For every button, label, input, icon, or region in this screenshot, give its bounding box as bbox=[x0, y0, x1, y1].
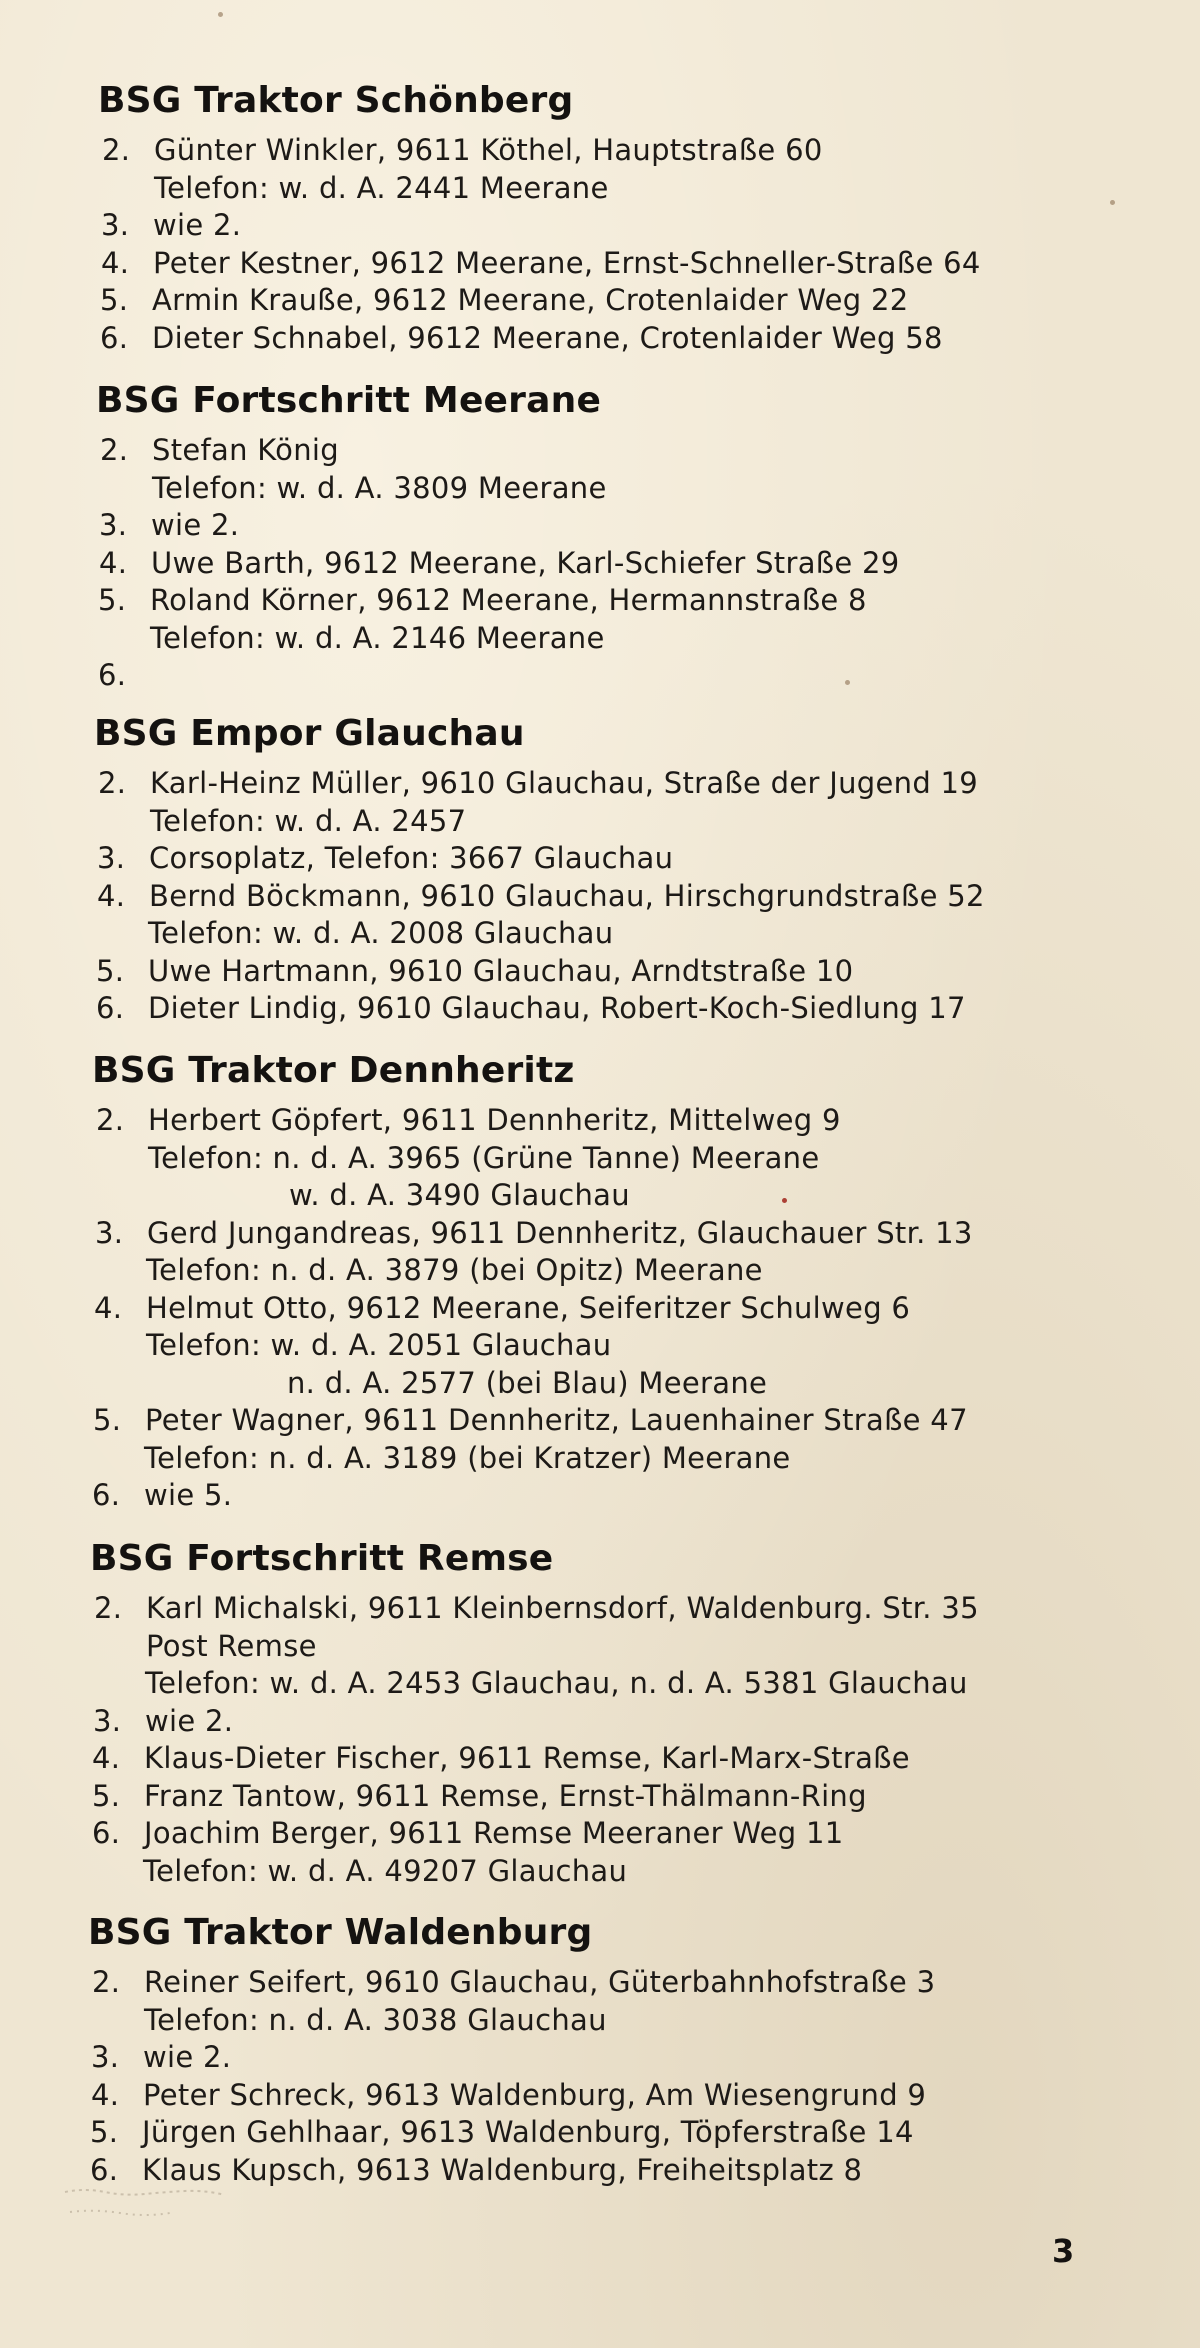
entry-number: 2. bbox=[100, 433, 129, 467]
entry-text: Armin Krauße, 9612 Meerane, Crotenlaider Weg 22 bbox=[152, 283, 909, 317]
entry-text: Uwe Barth, 9612 Meerane, Karl-Schiefer Straße 29 bbox=[151, 545, 900, 580]
entry-line bbox=[0, 1477, 1200, 1515]
entry-line bbox=[0, 620, 1200, 658]
club-entries bbox=[0, 765, 1200, 1028]
entry-number: 2. bbox=[102, 133, 131, 167]
entry-line bbox=[0, 1252, 1200, 1290]
entry-text: wie 2. bbox=[143, 2040, 232, 2074]
entry-text: wie 2. bbox=[151, 508, 240, 542]
entry-line bbox=[0, 915, 1200, 953]
paper-fleck bbox=[1110, 200, 1115, 205]
entry-text: Helmut Otto, 9612 Meerane, Seiferitzer Schulweg 6 bbox=[146, 1290, 911, 1325]
entry-number: 4. bbox=[92, 1741, 121, 1775]
entry-line bbox=[0, 1140, 1200, 1178]
entry-line bbox=[0, 470, 1200, 508]
entry-text: Bernd Böckmann, 9610 Glauchau, Hirschgrundstraße 52 bbox=[149, 878, 985, 913]
entry-line bbox=[0, 1402, 1200, 1440]
entry-number: 6. bbox=[92, 1816, 121, 1850]
entry-text: Stefan König bbox=[152, 433, 339, 467]
entry-number: 5. bbox=[90, 2115, 119, 2149]
entry-text: Telefon: w. d. A. 49207 Glauchau bbox=[143, 1853, 628, 1888]
entry-line bbox=[0, 1853, 1200, 1891]
entry-line bbox=[0, 170, 1200, 208]
club-title: BSG Traktor Schönberg bbox=[98, 80, 574, 121]
entry-text: Karl-Heinz Müller, 9610 Glauchau, Straße der Jugend 19 bbox=[150, 766, 979, 800]
entry-line bbox=[0, 320, 1200, 358]
entry-line bbox=[0, 1290, 1200, 1328]
entry-line bbox=[0, 432, 1200, 470]
entry-text: wie 2. bbox=[153, 208, 242, 242]
entry-line bbox=[0, 1590, 1200, 1628]
club-entries bbox=[0, 1590, 1200, 1890]
entry-text: Telefon: w. d. A. 2008 Glauchau bbox=[148, 916, 614, 950]
entry-text: n. d. A. 2577 (bei Blau) Meerane bbox=[287, 1365, 768, 1400]
entry-line bbox=[0, 2114, 1200, 2152]
entry-text: Peter Kestner, 9612 Meerane, Ernst-Schneller-Straße 64 bbox=[153, 245, 981, 280]
entry-text: Telefon: n. d. A. 3965 (Grüne Tanne) Meerane bbox=[148, 1140, 820, 1175]
entry-text: Klaus-Dieter Fischer, 9611 Remse, Karl-Marx-Straße bbox=[144, 1741, 910, 1775]
entry-number: 6. bbox=[98, 658, 127, 692]
club-entries bbox=[0, 1964, 1200, 2189]
entry-line bbox=[0, 840, 1200, 878]
print-smudge bbox=[60, 2180, 260, 2230]
entry-line bbox=[0, 878, 1200, 916]
entry-number: 5. bbox=[98, 583, 127, 617]
entry-line bbox=[0, 1628, 1200, 1666]
page-number: 3 bbox=[1052, 2232, 1075, 2270]
club-title: BSG Empor Glauchau bbox=[94, 713, 525, 754]
red-ink-dot bbox=[782, 1198, 787, 1203]
entry-line bbox=[0, 282, 1200, 320]
entry-line bbox=[0, 1215, 1200, 1253]
entry-text: Karl Michalski, 9611 Kleinbernsdorf, Waldenburg. Str. 35 bbox=[146, 1591, 979, 1625]
entry-number: 3. bbox=[101, 208, 130, 242]
club-entries bbox=[0, 132, 1200, 357]
entry-text: Telefon: w. d. A. 2146 Meerane bbox=[150, 620, 605, 655]
entry-number: 6. bbox=[90, 2152, 119, 2187]
entry-text: Post Remse bbox=[146, 1628, 317, 1663]
entry-line bbox=[0, 1365, 1200, 1403]
club-entries bbox=[0, 1102, 1200, 1515]
entry-text: Herbert Göpfert, 9611 Dennheritz, Mittelweg 9 bbox=[148, 1103, 841, 1137]
entry-text: w. d. A. 3490 Glauchau bbox=[289, 1178, 630, 1212]
entry-text: Klaus Kupsch, 9613 Waldenburg, Freiheitsplatz 8 bbox=[142, 2152, 863, 2187]
entry-number: 5. bbox=[100, 283, 129, 317]
entry-text: Telefon: w. d. A. 2441 Meerane bbox=[154, 170, 609, 205]
entry-line bbox=[0, 803, 1200, 841]
entry-number: 6. bbox=[96, 991, 125, 1025]
entry-number: 3. bbox=[95, 1215, 124, 1250]
entry-line bbox=[0, 207, 1200, 245]
entry-number: 3. bbox=[97, 841, 126, 875]
entry-line bbox=[0, 1778, 1200, 1816]
entry-text: Uwe Hartmann, 9610 Glauchau, Arndtstraße 10 bbox=[148, 953, 854, 988]
entry-line bbox=[0, 990, 1200, 1028]
entry-text: Telefon: n. d. A. 3189 (bei Kratzer) Meerane bbox=[144, 1440, 791, 1475]
entry-text: Peter Schreck, 9613 Waldenburg, Am Wiesengrund 9 bbox=[143, 2077, 927, 2112]
entry-text: Jürgen Gehlhaar, 9613 Waldenburg, Töpferstraße 14 bbox=[142, 2115, 914, 2149]
entry-line bbox=[0, 1440, 1200, 1478]
entry-line bbox=[0, 545, 1200, 583]
entry-text: Telefon: w. d. A. 3809 Meerane bbox=[152, 470, 607, 505]
entry-line bbox=[0, 657, 1200, 695]
entry-line bbox=[0, 2077, 1200, 2115]
entry-line bbox=[0, 765, 1200, 803]
entry-text: Franz Tantow, 9611 Remse, Ernst-Thälmann-Ring bbox=[144, 1778, 867, 1813]
entry-line bbox=[0, 1102, 1200, 1140]
entry-number: 3. bbox=[93, 1703, 122, 1738]
entry-text: Telefon: w. d. A. 2453 Glauchau, n. d. A. 5381 Glauchau bbox=[145, 1666, 968, 1700]
paper-fleck bbox=[845, 680, 850, 685]
entry-line bbox=[0, 1740, 1200, 1778]
entry-text: wie 5. bbox=[144, 1478, 233, 1512]
entry-number: 4. bbox=[99, 545, 128, 580]
entry-line bbox=[0, 1964, 1200, 2002]
entry-text: Reiner Seifert, 9610 Glauchau, Güterbahnhofstraße 3 bbox=[144, 1965, 936, 1999]
entry-number: 4. bbox=[94, 1290, 123, 1325]
entry-text: Dieter Lindig, 9610 Glauchau, Robert-Koch-Siedlung 17 bbox=[148, 991, 966, 1025]
entry-number: 5. bbox=[96, 953, 125, 988]
entry-number: 2. bbox=[96, 1103, 125, 1137]
paper-fleck bbox=[218, 12, 223, 17]
entry-text: Corsoplatz, Telefon: 3667 Glauchau bbox=[149, 841, 674, 875]
entry-text: Joachim Berger, 9611 Remse Meeraner Weg 11 bbox=[144, 1816, 844, 1850]
entry-text: Gerd Jungandreas, 9611 Dennheritz, Glauchauer Str. 13 bbox=[147, 1215, 973, 1250]
entry-number: 6. bbox=[100, 320, 129, 355]
entry-line bbox=[0, 1327, 1200, 1365]
entry-line bbox=[0, 1703, 1200, 1741]
entry-line bbox=[0, 2039, 1200, 2077]
entry-number: 2. bbox=[94, 1591, 123, 1625]
entry-line bbox=[0, 245, 1200, 283]
entry-line bbox=[0, 953, 1200, 991]
club-title: BSG Traktor Waldenburg bbox=[88, 1912, 593, 1953]
entry-line bbox=[0, 132, 1200, 170]
entry-number: 5. bbox=[93, 1403, 122, 1437]
entry-text: Dieter Schnabel, 9612 Meerane, Crotenlaider Weg 58 bbox=[152, 320, 943, 355]
entry-number: 4. bbox=[91, 2077, 120, 2112]
entry-number: 5. bbox=[92, 1778, 121, 1813]
entry-text: Telefon: w. d. A. 2051 Glauchau bbox=[146, 1328, 612, 1362]
entry-text: Telefon: n. d. A. 3038 Glauchau bbox=[144, 2002, 607, 2037]
entry-text: Peter Wagner, 9611 Dennheritz, Lauenhainer Straße 47 bbox=[145, 1403, 968, 1437]
entry-number: 3. bbox=[91, 2040, 120, 2074]
club-title: BSG Fortschritt Meerane bbox=[96, 380, 602, 421]
entry-line bbox=[0, 582, 1200, 620]
club-entries bbox=[0, 432, 1200, 695]
entry-number: 2. bbox=[98, 766, 127, 800]
entry-line bbox=[0, 1665, 1200, 1703]
entry-line bbox=[0, 2002, 1200, 2040]
entry-line bbox=[0, 1815, 1200, 1853]
entry-number: 6. bbox=[92, 1478, 121, 1512]
entry-text: Günter Winkler, 9611 Köthel, Hauptstraße 60 bbox=[154, 133, 823, 167]
entry-number: 3. bbox=[99, 508, 128, 542]
entry-number: 2. bbox=[92, 1965, 121, 1999]
club-title: BSG Fortschritt Remse bbox=[90, 1538, 554, 1579]
club-title: BSG Traktor Dennheritz bbox=[92, 1050, 575, 1091]
entry-text: Telefon: n. d. A. 3879 (bei Opitz) Meerane bbox=[146, 1253, 763, 1287]
entry-text: Telefon: w. d. A. 2457 bbox=[150, 803, 467, 838]
entry-text: Roland Körner, 9612 Meerane, Hermannstraße 8 bbox=[150, 583, 867, 617]
entry-number: 4. bbox=[97, 878, 126, 913]
entry-line bbox=[0, 1177, 1200, 1215]
entry-number: 4. bbox=[101, 245, 130, 280]
entry-text: wie 2. bbox=[145, 1703, 234, 1738]
entry-line bbox=[0, 507, 1200, 545]
